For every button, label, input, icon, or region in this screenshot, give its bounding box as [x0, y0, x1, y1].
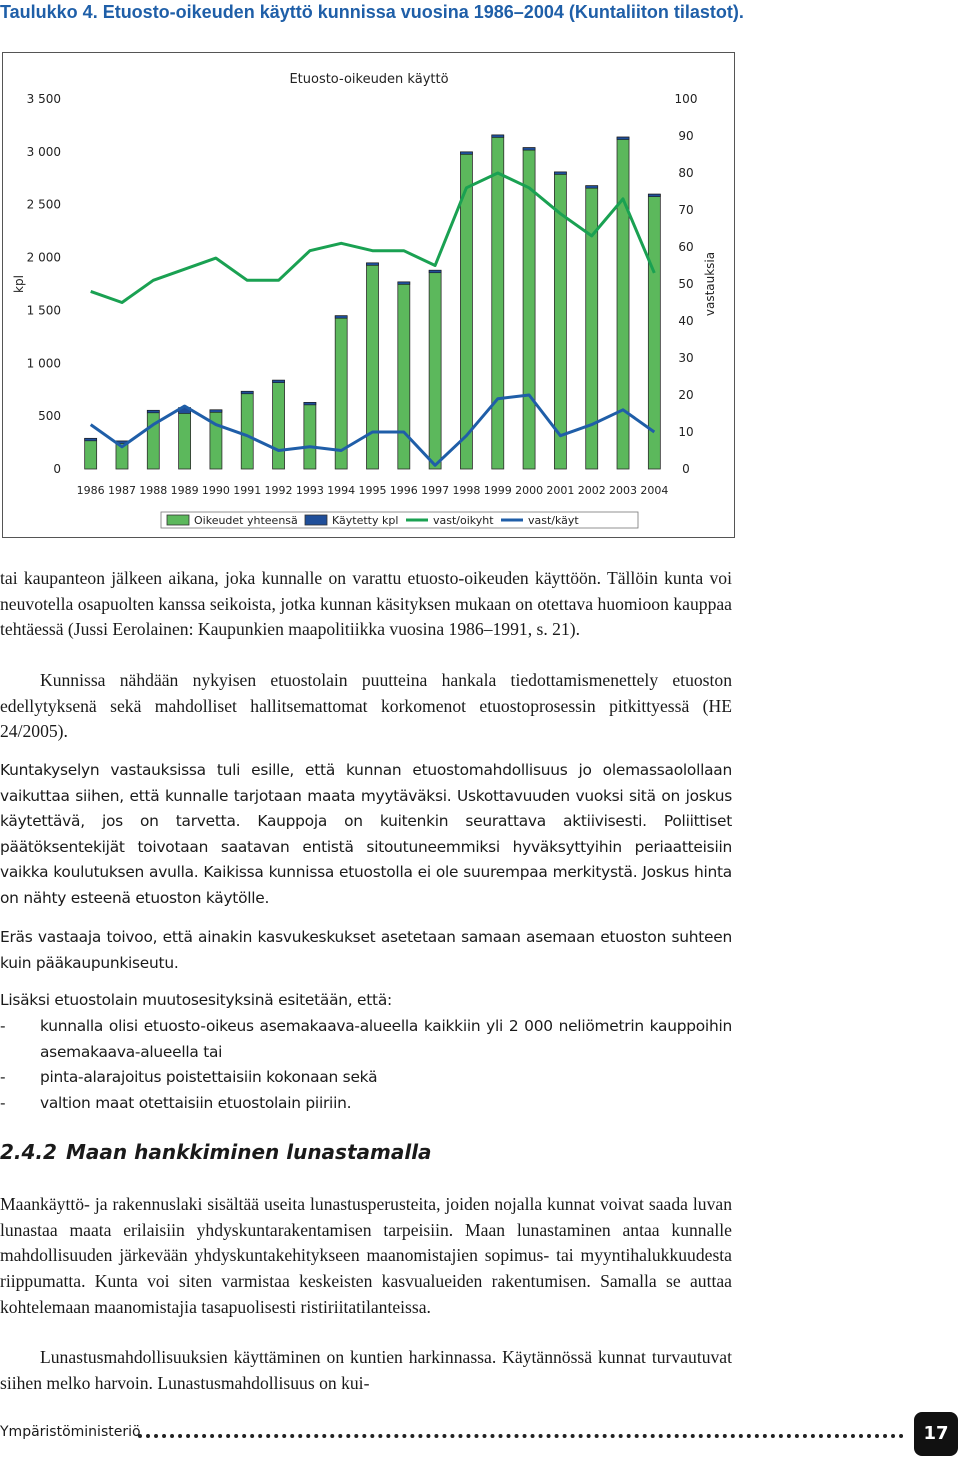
- y2-tick-label: 70: [678, 203, 694, 217]
- bar-kaytetty: [586, 186, 598, 189]
- bar-oikeudet: [429, 270, 441, 469]
- bar-kaytetty: [273, 380, 285, 383]
- list-dash: -: [0, 1017, 6, 1035]
- bar-oikeudet: [179, 408, 191, 469]
- bar-kaytetty: [210, 410, 222, 413]
- bar-kaytetty: [492, 135, 504, 138]
- paragraph-6: Maankäyttö- ja rakennuslaki sisältää useita lunastusperusteita, joiden nojalla kunnat voivat saada luvan lunastaa maata erilaisiin yhdyskuntarakentamisen tarpeisiin. Maan lunastaminen antaa kunnalle mahdollisuuden järkevään yhdyskuntakehitykseen maanomistajien sopimus- tai myyntihalukkuudesta riippumatta. Kunta voi siten varmistaa keskeisten kasvualueiden rakentumisen. Samalla se auttaa kohtelemaan maanomistajia tasapuolisesti ristiriitatilanteissa.: [0, 1194, 732, 1317]
- chart-svg: [3, 53, 734, 537]
- bar-kaytetty: [648, 194, 660, 197]
- bar-kaytetty: [335, 316, 347, 319]
- chart-title: Etuosto-oikeuden käyttö: [289, 72, 449, 87]
- x-tick-label: 1998: [452, 484, 481, 497]
- bar-kaytetty: [617, 137, 629, 140]
- bar-kaytetty: [85, 438, 97, 441]
- y2-tick-label: 40: [678, 314, 694, 328]
- chart: [2, 52, 735, 538]
- legend-label-vast-oikyht: vast/oikyht: [433, 514, 494, 527]
- y-tick-label: 500: [38, 409, 61, 424]
- y-tick-label: 1 500: [26, 303, 61, 318]
- y2-tick-label: 80: [678, 166, 694, 180]
- x-tick-label: 1990: [201, 484, 230, 497]
- legend-label-oikeudet: Oikeudet yhteensä: [194, 514, 298, 527]
- page-number: 17: [914, 1412, 958, 1456]
- y-tick-label: 2 500: [26, 197, 61, 212]
- legend-swatch-kaytetty: [305, 515, 327, 525]
- y-tick-label: 3 500: [26, 92, 61, 106]
- x-tick-label: 1992: [264, 484, 293, 497]
- bar-oikeudet: [273, 380, 285, 469]
- y2-axis-label: vastauksia: [703, 251, 717, 317]
- x-tick-label: 2004: [640, 484, 669, 497]
- bar-oikeudet: [85, 438, 97, 469]
- section-title: Maan hankkiminen lunastamalla: [66, 1140, 432, 1164]
- bar-kaytetty: [554, 172, 566, 175]
- bar-kaytetty: [460, 152, 472, 155]
- y2-tick-label: 100: [674, 92, 698, 106]
- y2-tick-label: 20: [678, 388, 694, 402]
- bar-kaytetty: [429, 270, 441, 273]
- legend-swatch-oikeudet: [167, 515, 189, 525]
- bar-kaytetty: [241, 391, 253, 394]
- y2-tick-label: 0: [682, 462, 690, 476]
- list-text: valtion maat otettaisiin etuostolain piiriin.: [40, 1094, 352, 1112]
- table-caption: Taulukko 4. Etuosto-oikeuden käyttö kunnissa vuosina 1986–2004 (Kuntaliiton tilastot).: [0, 2, 744, 22]
- legend-label-kaytetty: Käytetty kpl: [332, 514, 399, 527]
- x-tick-label: 1997: [421, 484, 450, 497]
- bar-oikeudet: [617, 137, 629, 469]
- bar-kaytetty: [367, 263, 379, 266]
- paragraph-2: Kunnissa nähdään nykyisen etuostolain puutteina hankala tiedottamismenettely etuoston edellytyksenä sekä mahdolliset hallitsemattomat korkomenot etuostoprosessin pitkittyessä (HE 24/2005).: [0, 670, 732, 742]
- y-tick-label: 1 000: [26, 356, 61, 371]
- x-tick-label: 1988: [139, 484, 168, 497]
- x-tick-label: 1999: [483, 484, 512, 497]
- bar-oikeudet: [335, 316, 347, 469]
- bar-kaytetty: [398, 282, 410, 285]
- list-text: kunnalla olisi etuosto-oikeus asemakaava-alueella kaikkiin yli 2 000 neliömetrin kauppoihin asemakaava-alueella tai: [40, 1017, 732, 1061]
- list-dash: -: [0, 1068, 6, 1086]
- footer-publisher: Ympäristöministeriö: [0, 1424, 141, 1440]
- x-tick-label: 2000: [515, 484, 544, 497]
- x-tick-label: 1994: [327, 484, 356, 497]
- bar-oikeudet: [492, 135, 504, 469]
- y2-tick-label: 90: [678, 129, 694, 143]
- x-tick-label: 2003: [609, 484, 638, 497]
- paragraph-4: Eräs vastaaja toivoo, että ainakin kasvukeskukset asetetaan samaan asemaan etuoston suhteen kuin pääkaupunkiseutu.: [0, 928, 732, 972]
- paragraph-5: Lisäksi etuostolain muutosesityksinä esitetään, että:: [0, 991, 392, 1009]
- bar-kaytetty: [304, 402, 316, 405]
- y-tick-label: 2 000: [26, 250, 61, 265]
- y2-tick-label: 10: [678, 425, 694, 439]
- paragraph-7: Lunastusmahdollisuuksien käyttäminen on kuntien harkinnassa. Käytännössä kunnat turvautuvat siihen melko harvoin. Lunastusmahdollisuus on kui-: [0, 1347, 732, 1393]
- x-tick-label: 1987: [107, 484, 136, 497]
- x-tick-label: 1991: [233, 484, 262, 497]
- x-tick-label: 1989: [170, 484, 199, 497]
- y-tick-label: 0: [53, 462, 61, 476]
- y-tick-label: 3 000: [26, 144, 61, 159]
- y-axis-label: kpl: [12, 275, 26, 293]
- bar-oikeudet: [210, 410, 222, 469]
- y2-tick-label: 50: [678, 277, 694, 291]
- bar-kaytetty: [147, 410, 159, 413]
- x-tick-label: 2001: [546, 484, 575, 497]
- bar-kaytetty: [523, 148, 535, 151]
- bar-oikeudet: [241, 391, 253, 469]
- list-dash: -: [0, 1094, 6, 1112]
- bar-oikeudet: [147, 410, 159, 469]
- x-tick-label: 2002: [577, 484, 606, 497]
- section-heading: [0, 1138, 432, 1166]
- bar-oikeudet: [398, 282, 410, 469]
- x-tick-label: 1996: [389, 484, 418, 497]
- bar-oikeudet: [523, 148, 535, 469]
- x-tick-label: 1995: [358, 484, 387, 497]
- x-tick-label: 1993: [295, 484, 324, 497]
- x-tick-label: 1986: [76, 484, 105, 497]
- list-text: pinta-alarajoitus poistettaisiin kokonaan sekä: [40, 1068, 378, 1086]
- y2-tick-label: 30: [678, 351, 694, 365]
- footer-divider: [138, 1434, 904, 1438]
- bar-oikeudet: [304, 402, 316, 469]
- paragraph-3: Kuntakyselyn vastauksissa tuli esille, että kunnan etuostomahdollisuus jo olemassaolollaan vaikuttaa siihen, että kunnalle tarjotaan maata myytäväksi. Uskottavuuden vuoksi sitä on joskus käytettävä, jos on tarvetta. Kauppoja on kuitenkin seurattava aktiivisesti. Poliittiset päätöksentekijät toivotaan saatavan entistä sitoutuneemmiksi hyväksyttyihin periaatteisiin vaikka koulutuksen avulla. Kaikissa kunnissa etuostolla ei ole suurempaa merkitystä. Joskus hinta on nähty esteenä etuoston käytölle.: [0, 761, 732, 907]
- legend-label-vast-kayt: vast/käyt: [528, 514, 579, 527]
- y2-tick-label: 60: [678, 240, 694, 254]
- section-number: 2.4.2: [0, 1140, 57, 1164]
- paragraph-1: tai kaupanteon jälkeen aikana, joka kunnalle on varattu etuosto-oikeuden käyttöön. Tällöin kunta voi neuvotella osapuolten kanssa seikoista, jotka kunnan käsityksen mukaan on otettava huomioon kauppaa tehtäessä (Jussi Eerolainen: Kaupunkien maapolitiikka vuosina 1986–1991, s. 21).: [0, 568, 732, 640]
- bar-oikeudet: [367, 263, 379, 469]
